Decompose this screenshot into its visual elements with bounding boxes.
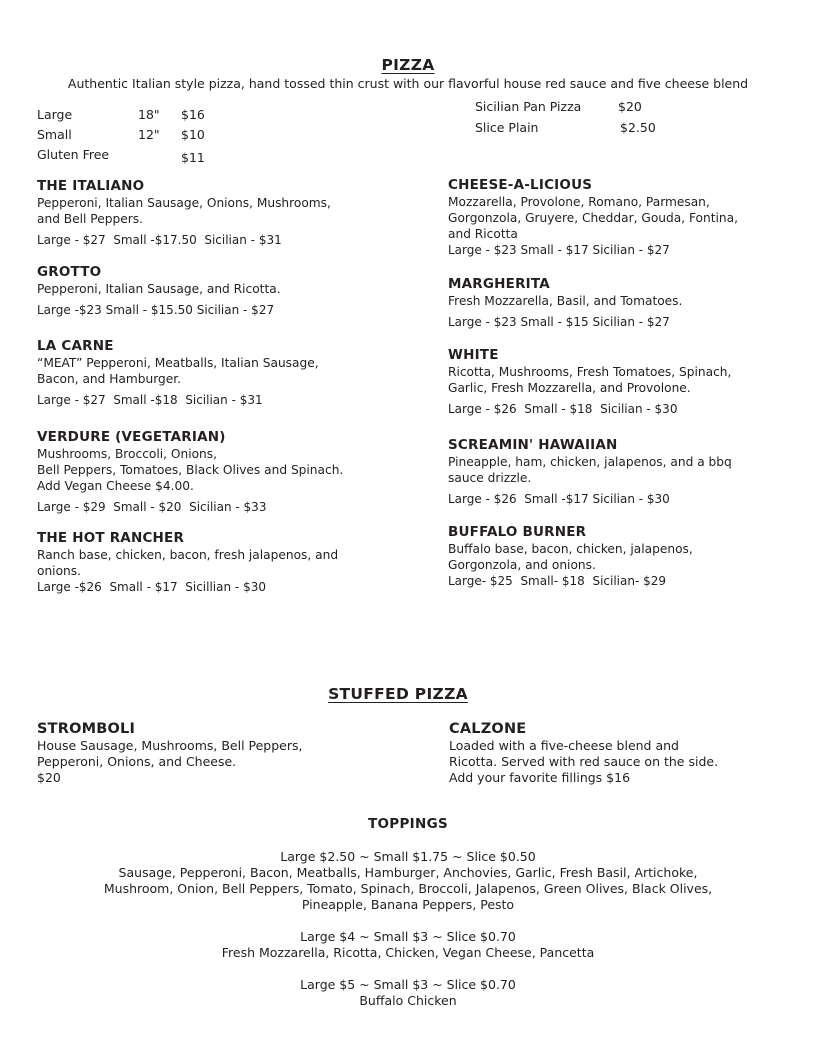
item-price: Large - $23 Small - $15 Sicilian - $27 bbox=[448, 315, 670, 329]
item-name: SCREAMIN' HAWAIIAN bbox=[448, 437, 618, 453]
item-description: Mushrooms, Broccoli, Onions, Bell Peppers, Tomatoes, Black Olives and Spinach. Add Vegan Cheese $4.00. bbox=[37, 447, 344, 493]
item-description: Buffalo base, bacon, chicken, jalapenos, Gorgonzola, and onions. bbox=[448, 542, 693, 572]
toppings-section-title: TOPPINGS bbox=[368, 816, 448, 832]
size-label: Small bbox=[37, 127, 72, 142]
extra-price: $2.50 bbox=[620, 120, 656, 135]
item-name: CALZONE bbox=[449, 721, 527, 737]
size-row-small bbox=[37, 127, 257, 147]
item-name: CHEESE-A-LICIOUS bbox=[448, 177, 593, 193]
menu-item-la-carne bbox=[37, 338, 397, 408]
toppings-group-2-items: Fresh Mozzarella, Ricotta, Chicken, Vegan Cheese, Pancetta bbox=[221, 945, 595, 960]
pizza-section-subtitle: Authentic Italian style pizza, hand tossed thin crust with our flavorful house red sauce and five cheese blend bbox=[67, 76, 749, 91]
item-name: VERDURE (VEGETARIAN) bbox=[37, 429, 226, 445]
item-description: Ricotta, Mushrooms, Fresh Tomatoes, Spinach, Garlic, Fresh Mozzarella, and Provolone. bbox=[448, 365, 732, 395]
toppings-group-2-price: Large $4 ~ Small $3 ~ Slice $0.70 bbox=[300, 929, 516, 944]
item-price: Large -$23 Small - $15.50 Sicilian - $27 bbox=[37, 303, 275, 317]
menu-item-screamin-hawaiian bbox=[448, 437, 808, 507]
item-price: Large- $25 Small- $18 Sicilian- $29 bbox=[448, 574, 667, 588]
item-description: “MEAT” Pepperoni, Meatballs, Italian Sausage, Bacon, and Hamburger. bbox=[37, 356, 319, 386]
extra-row-slice-plain bbox=[475, 120, 695, 140]
item-name: MARGHERITA bbox=[448, 276, 550, 292]
extra-price: $20 bbox=[618, 99, 642, 114]
size-inches: 18" bbox=[138, 107, 160, 122]
toppings-group-3-price: Large $5 ~ Small $3 ~ Slice $0.70 bbox=[300, 977, 516, 992]
size-label: Gluten Free bbox=[37, 147, 110, 162]
menu-item-cheese-a-licious bbox=[448, 177, 808, 258]
menu-item-the-italiano bbox=[37, 178, 397, 248]
menu-item-grotto bbox=[37, 264, 397, 318]
menu-item-the-hot-rancher bbox=[37, 530, 397, 595]
menu-item-white bbox=[448, 347, 808, 417]
item-price: Large -$26 Small - $17 Sicillian - $30 bbox=[37, 580, 266, 594]
size-price: $10 bbox=[181, 127, 205, 142]
item-price: Large - $26 Small -$17 Sicilian - $30 bbox=[448, 492, 670, 506]
menu-item-calzone bbox=[449, 720, 809, 786]
pizza-section-title: PIZZA bbox=[381, 56, 435, 74]
item-description: Fresh Mozzarella, Basil, and Tomatoes. bbox=[448, 294, 683, 308]
item-description: Mozzarella, Provolone, Romano, Parmesan, Gorgonzola, Gruyere, Cheddar, Gouda, Fontina, and Ricotta bbox=[448, 195, 738, 241]
item-name: GROTTO bbox=[37, 264, 102, 280]
item-name: STROMBOLI bbox=[37, 721, 136, 737]
item-price: Large - $29 Small - $20 Sicilian - $33 bbox=[37, 500, 267, 514]
size-price: $11 bbox=[181, 150, 205, 165]
toppings-group-1-items: Sausage, Pepperoni, Bacon, Meatballs, Hamburger, Anchovies, Garlic, Fresh Basil, Artichoke, Mushroom, Onion, Bell Peppers, Tomato, Spinach, Broccoli, Jalapenos, Green Olives, Black Olives, Pineapple, Banana Peppers, Pesto bbox=[103, 865, 713, 912]
size-row-gluten-free bbox=[37, 147, 257, 167]
extra-label: Slice Plain bbox=[475, 120, 539, 135]
menu-item-margherita bbox=[448, 276, 808, 330]
item-price: Large - $23 Small - $17 Sicilian - $27 bbox=[448, 243, 670, 257]
extra-label: Sicilian Pan Pizza bbox=[475, 99, 582, 114]
item-description: Pepperoni, Italian Sausage, Onions, Mushrooms, and Bell Peppers. bbox=[37, 196, 331, 226]
size-label: Large bbox=[37, 107, 73, 122]
item-name: WHITE bbox=[448, 347, 499, 363]
extra-row-sicilian-pan bbox=[475, 99, 695, 119]
item-description: Loaded with a five-cheese blend and Ricotta. Served with red sauce on the side. Add your favorite fillings $16 bbox=[449, 738, 719, 785]
item-name: THE HOT RANCHER bbox=[37, 530, 185, 546]
item-description: House Sausage, Mushrooms, Bell Peppers, Pepperoni, Onions, and Cheese. $20 bbox=[37, 738, 303, 785]
item-name: LA CARNE bbox=[37, 338, 114, 354]
size-inches: 12" bbox=[138, 127, 160, 142]
item-price: Large - $26 Small - $18 Sicilian - $30 bbox=[448, 402, 678, 416]
item-description: Pepperoni, Italian Sausage, and Ricotta. bbox=[37, 282, 281, 296]
item-description: Pineapple, ham, chicken, jalapenos, and a bbq sauce drizzle. bbox=[448, 455, 732, 485]
size-row-large bbox=[37, 107, 257, 127]
toppings-group-1-price: Large $2.50 ~ Small $1.75 ~ Slice $0.50 bbox=[280, 849, 536, 864]
item-name: BUFFALO BURNER bbox=[448, 524, 587, 540]
item-name: THE ITALIANO bbox=[37, 178, 145, 194]
stuffed-pizza-section-title: STUFFED PIZZA bbox=[328, 685, 468, 703]
menu-item-stromboli bbox=[37, 720, 397, 786]
item-price: Large - $27 Small -$18 Sicilian - $31 bbox=[37, 393, 263, 407]
item-price: Large - $27 Small -$17.50 Sicilian - $31 bbox=[37, 233, 282, 247]
size-price: $16 bbox=[181, 107, 205, 122]
menu-item-verdure bbox=[37, 429, 397, 515]
item-description: Ranch base, chicken, bacon, fresh jalapenos, and onions. bbox=[37, 548, 339, 578]
toppings-group-3-items: Buffalo Chicken bbox=[359, 993, 457, 1008]
menu-item-buffalo-burner bbox=[448, 524, 808, 589]
